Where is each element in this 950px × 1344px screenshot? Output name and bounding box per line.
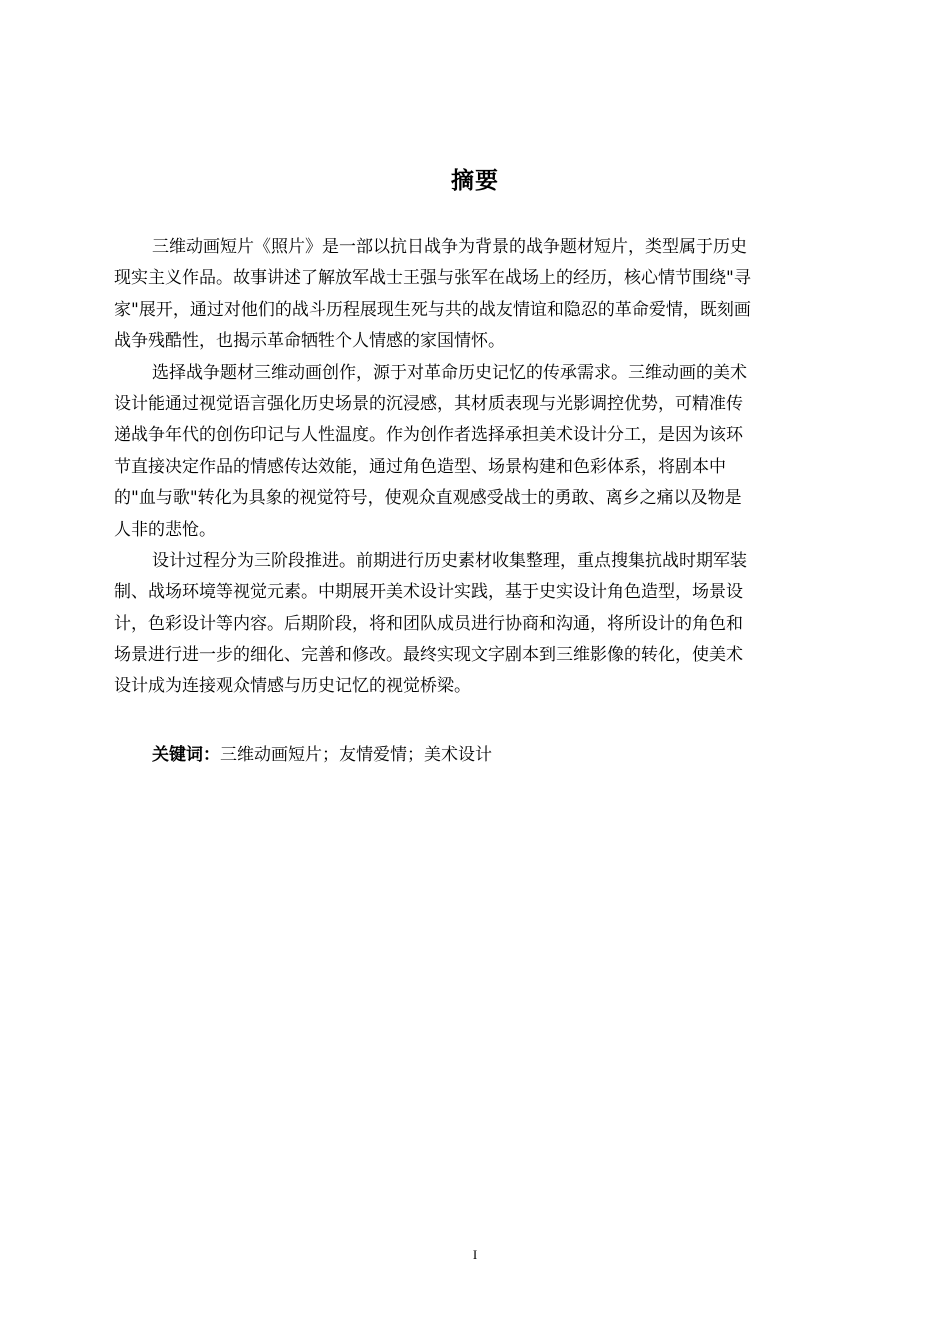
abstract-paragraph-2 <box>114 358 830 546</box>
keywords-label: 关键词： <box>152 745 220 765</box>
paragraph-line: 设计能通过视觉语言强化历史场景的沉浸感，其材质表现与光影调控优势，可精准传 <box>114 393 743 414</box>
page-number: I <box>472 1247 478 1262</box>
paragraph-line: 递战争年代的创伤印记与人性温度。作为创作者选择承担美术设计分工，是因为该环 <box>114 425 743 446</box>
paragraph-line: 场景进行进一步的细化、完善和修改。最终实现文字剧本到三维影像的转化，使美术 <box>114 645 743 666</box>
abstract-title: 摘要 <box>451 168 499 194</box>
keywords-value: 三维动画短片；友情爱情；美术设计 <box>220 745 492 765</box>
paragraph-line: 选择战争题材三维动画创作，源于对革命历史记忆的传承需求。三维动画的美术 <box>152 362 747 383</box>
abstract-body <box>114 232 830 703</box>
abstract-paragraph-1 <box>114 232 830 358</box>
paragraph-line: 制、战场环境等视觉元素。中期展开美术设计实践，基于史实设计角色造型，场景设 <box>114 582 743 603</box>
paragraph-line: 节直接决定作品的情感传达效能，通过角色造型、场景构建和色彩体系，将剧本中 <box>114 456 726 477</box>
paragraph-line: 人非的悲怆。 <box>114 519 216 540</box>
paragraph-line: 三维动画短片《照片》是一部以抗日战争为背景的战争题材短片，类型属于历史 <box>152 237 747 257</box>
paragraph-line: 战争残酷性，也揭示革命牺牲个人情感的家国情怀。 <box>114 331 505 352</box>
paragraph-line: 设计成为连接观众情感与历史记忆的视觉桥梁。 <box>114 676 471 697</box>
paragraph-line: 的"血与歌"转化为具象的视觉符号，使观众直观感受战士的勇敢、离乡之痛以及物是 <box>114 488 742 509</box>
paragraph-line: 家"展开，通过对他们的战斗历程展现生死与共的战友情谊和隐忍的革命爱情，既刻画 <box>114 299 751 320</box>
abstract-paragraph-3 <box>114 546 830 703</box>
paragraph-line: 计，色彩设计等内容。后期阶段，将和团队成员进行协商和沟通，将所设计的角色和 <box>114 613 743 634</box>
paragraph-line: 现实主义作品。故事讲述了解放军战士王强与张军在战场上的经历，核心情节围绕"寻 <box>114 268 751 289</box>
keywords-line <box>152 740 492 770</box>
paragraph-line: 设计过程分为三阶段推进。前期进行历史素材收集整理，重点搜集抗战时期军装 <box>152 550 747 571</box>
